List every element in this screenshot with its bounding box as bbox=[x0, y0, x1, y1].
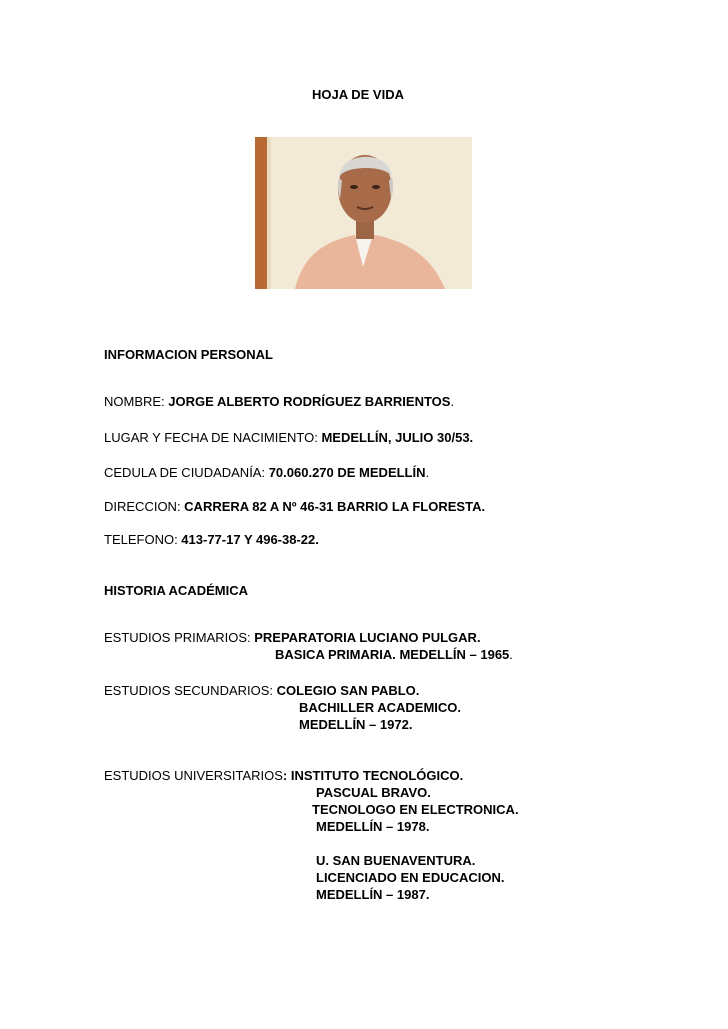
address-line bbox=[104, 499, 485, 515]
address-label: DIRECCION: bbox=[104, 499, 185, 514]
secondary-line3: MEDELLÍN – 1972. bbox=[299, 717, 413, 732]
university-line3: TECNOLOGO EN ELECTRONICA. bbox=[312, 802, 519, 817]
secondary-value1: COLEGIO SAN PABLO. bbox=[276, 683, 420, 698]
secondary-label: ESTUDIOS SECUNDARIOS: bbox=[104, 683, 277, 698]
id-suffix: . bbox=[425, 465, 430, 480]
primary-suffix: . bbox=[509, 647, 513, 662]
primary-label: ESTUDIOS PRIMARIOS: bbox=[104, 630, 255, 645]
primary-line2 bbox=[275, 647, 513, 663]
name-value: JORGE ALBERTO RODRÍGUEZ BARRIENTOS bbox=[168, 394, 451, 409]
name-line bbox=[104, 394, 454, 410]
university2-line3: MEDELLÍN – 1987. bbox=[316, 887, 430, 902]
primary-value2: BASICA PRIMARIA. MEDELLÍN – 1965 bbox=[275, 647, 510, 662]
primary-line1 bbox=[104, 630, 481, 646]
id-line bbox=[104, 465, 429, 481]
personal-info-heading: INFORMACION PERSONAL bbox=[104, 347, 273, 362]
university2-line1: U. SAN BUENAVENTURA. bbox=[316, 853, 476, 868]
university-label: ESTUDIOS UNIVERSITARIOS bbox=[104, 768, 283, 783]
academic-heading: HISTORIA ACADÉMICA bbox=[104, 583, 248, 598]
university-value1: : INSTITUTO TECNOLÓGICO. bbox=[282, 768, 464, 783]
phone-value: 413-77-17 Y 496-38-22. bbox=[181, 532, 319, 547]
address-value: CARRERA 82 A Nº 46-31 BARRIO LA FLORESTA. bbox=[184, 499, 486, 514]
name-suffix: . bbox=[450, 394, 455, 409]
birth-label: LUGAR Y FECHA DE NACIMIENTO: bbox=[104, 430, 322, 445]
university-line1 bbox=[104, 768, 463, 784]
phone-line bbox=[104, 532, 319, 548]
phone-label: TELEFONO: bbox=[104, 532, 182, 547]
university-line4: MEDELLÍN – 1978. bbox=[316, 819, 430, 834]
id-value: 70.060.270 DE MEDELLÍN bbox=[268, 465, 426, 480]
name-label: NOMBRE: bbox=[104, 394, 169, 409]
secondary-line1 bbox=[104, 683, 419, 699]
portrait-image bbox=[255, 137, 472, 289]
birth-line bbox=[104, 430, 473, 446]
document-title: HOJA DE VIDA bbox=[312, 87, 404, 102]
university2-line2: LICENCIADO EN EDUCACION. bbox=[316, 870, 505, 885]
secondary-line2: BACHILLER ACADEMICO. bbox=[299, 700, 462, 715]
portrait-photo bbox=[255, 137, 472, 289]
birth-value: MEDELLÍN, JULIO 30/53. bbox=[321, 430, 474, 445]
university-line2: PASCUAL BRAVO. bbox=[316, 785, 431, 800]
id-label: CEDULA DE CIUDADANÍA: bbox=[104, 465, 269, 480]
primary-value1: PREPARATORIA LUCIANO PULGAR. bbox=[254, 630, 481, 645]
